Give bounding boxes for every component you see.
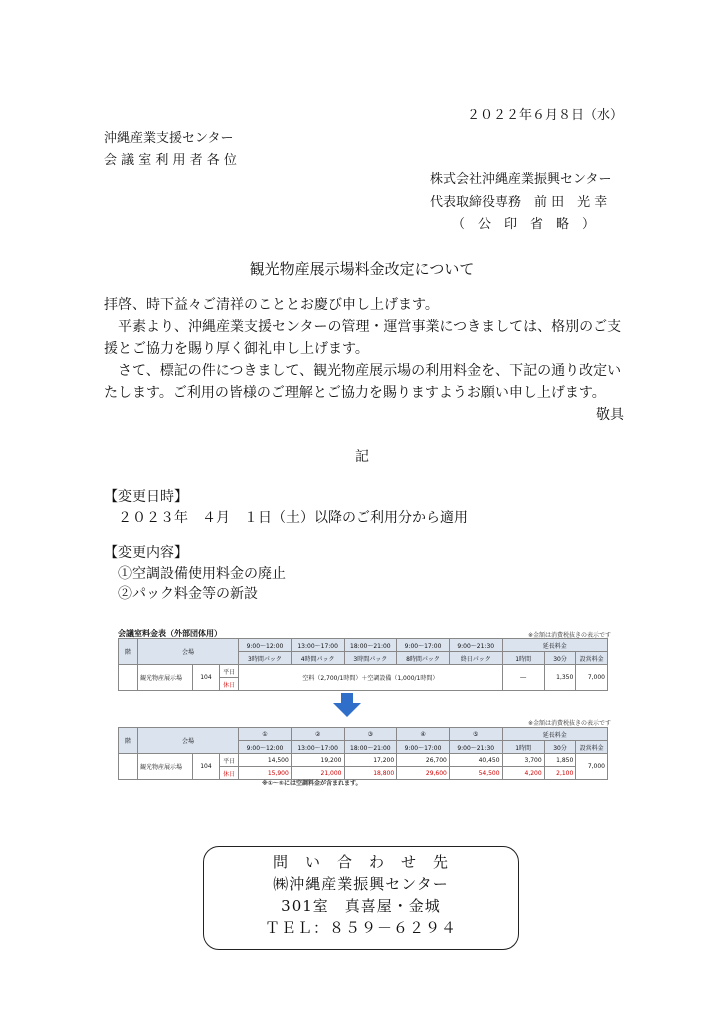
letter-title: 観光物産展示場料金改定について [249, 260, 475, 278]
room-number: 104 [192, 665, 219, 691]
old-table-title: 会議室料金表（外部団体用） [118, 629, 222, 638]
weekday-price: 26,700 [397, 754, 450, 767]
pack-label: 終日パック [449, 652, 502, 665]
venue-name: 観光物産展示場 [137, 754, 192, 780]
weekday-price: 17,200 [344, 754, 397, 767]
sender-title: 代表取締役専務 前 田 光 幸 [430, 195, 608, 210]
time-slot: 18:00～21:00 [344, 639, 397, 652]
time-slot: 9:00～17:00 [397, 741, 450, 754]
new-table-note: ※金額は消費税抜きの表示です [528, 720, 612, 727]
contact-org: ㈱沖縄産業振興センター [273, 875, 449, 893]
col-venue: 会場 [137, 728, 238, 754]
contact-tel: ＴＥＬ：８５９－６２９４ [264, 919, 457, 937]
aircon-fee-text: 空料（2,700/1時間）＋空調設備（1,000/1時間） [239, 665, 502, 691]
change-date: ２０２３年 ４月 １日（土）以降のご利用分から適用 [118, 510, 468, 526]
col-venue: 会場 [137, 639, 238, 665]
slot-mark: ① [239, 728, 292, 741]
time-slot: 13:00～17:00 [291, 741, 344, 754]
change-content-heading: 【変更内容】 [104, 545, 188, 561]
extension-header: 延長料金 [502, 728, 607, 741]
weekday-ext-30m: 1,850 [544, 754, 576, 767]
holiday-price: 21,000 [291, 767, 344, 780]
weekday-label: 平日 [220, 665, 239, 678]
ext-col: 設営料金 [576, 741, 608, 754]
slot-mark: ② [291, 728, 344, 741]
pack-label: 3時間パック [344, 652, 397, 665]
ki-mark: 記 [355, 449, 369, 465]
slot-mark: ③ [344, 728, 397, 741]
arrow-down-icon [333, 693, 361, 717]
setup-fee: 7,000 [576, 754, 608, 780]
letter-body [104, 294, 624, 426]
holiday-label: 休日 [220, 678, 239, 691]
setup-fee: 7,000 [576, 665, 608, 691]
greeting: 拝啓、時下益々ご清祥のこととお慶び申し上げます。 [104, 297, 439, 313]
contact-box [203, 846, 519, 950]
weekday-price: 19,200 [291, 754, 344, 767]
pack-label: 4時間パック [291, 652, 344, 665]
extension-header: 延長料金 [502, 639, 607, 652]
old-fee-table [118, 638, 608, 691]
room-number: 104 [192, 754, 219, 780]
slot-mark: ⑤ [449, 728, 502, 741]
col-floor: 階 [119, 728, 138, 754]
weekday-ext-1h: 3,700 [502, 754, 544, 767]
floor-cell [119, 754, 138, 780]
time-slot: 9:00～21:30 [449, 639, 502, 652]
old-table-note: ※金額は消費税抜きの表示です [528, 632, 612, 639]
venue-name: 観光物産展示場 [137, 665, 192, 691]
time-slot: 9:00～17:00 [397, 639, 450, 652]
holiday-price: 15,900 [239, 767, 292, 780]
seal-omitted: （ 公 印 省 略 ） [452, 217, 596, 232]
sender-company: 株式会社沖縄産業振興センター [430, 172, 612, 187]
recipient-org: 沖縄産業支援センター [104, 131, 234, 146]
holiday-price: 18,800 [344, 767, 397, 780]
pack-label: 8時間パック [397, 652, 450, 665]
pack-label: 3時間パック [239, 652, 292, 665]
holiday-ext-1h: 4,200 [502, 767, 544, 780]
weekday-price: 40,450 [449, 754, 502, 767]
ext-30m-value: 1,350 [544, 665, 576, 691]
contact-heading: 問 い 合 わ せ 先 [272, 853, 449, 871]
recipient-users: 会 議 室 利 用 者 各 位 [104, 153, 237, 168]
floor-cell [119, 665, 138, 691]
ext-col: 1時間 [502, 652, 544, 665]
contact-place: 301室 真喜屋・金城 [281, 897, 441, 915]
holiday-price: 29,600 [397, 767, 450, 780]
weekday-price: 14,500 [239, 754, 292, 767]
holiday-label: 休日 [220, 767, 239, 780]
ext-col: 30分 [544, 652, 576, 665]
paragraph-1: 平素より、沖縄産業支援センターの管理・運営事業につきましては、格別のご支援とご協力を賜り厚く御礼申し上げます。 [104, 319, 622, 357]
ext-1h-value: ― [502, 665, 544, 691]
col-floor: 階 [119, 639, 138, 665]
ext-col: 30分 [544, 741, 576, 754]
time-slot: 9:00～21:30 [449, 741, 502, 754]
letter-date: ２０２２年６月８日（水） [467, 108, 624, 123]
time-slot: 9:00～12:00 [239, 639, 292, 652]
holiday-price: 54,500 [449, 767, 502, 780]
change-item-1: ①空調設備使用料金の廃止 [118, 566, 286, 582]
time-slot: 13:00～17:00 [291, 639, 344, 652]
new-table-footnote: ※①～⑤には空調料金が含まれます。 [262, 780, 362, 787]
time-slot: 18:00～21:00 [344, 741, 397, 754]
ext-col: 1時間 [502, 741, 544, 754]
closing: 敬具 [596, 407, 624, 423]
change-item-2: ②パック料金等の新設 [118, 586, 258, 602]
paragraph-2: さて、標記の件につきまして、観光物産展示場の利用料金を、下記の通り改定いたします。ご利用の皆様のご理解とご協力を賜りますようお願い申し上げます。 [104, 363, 622, 401]
ext-col: 設営料金 [576, 652, 608, 665]
time-slot: 9:00～12:00 [239, 741, 292, 754]
holiday-ext-30m: 2,100 [544, 767, 576, 780]
slot-mark: ④ [397, 728, 450, 741]
weekday-label: 平日 [220, 754, 239, 767]
change-date-heading: 【変更日時】 [104, 489, 188, 505]
new-fee-table [118, 727, 608, 780]
